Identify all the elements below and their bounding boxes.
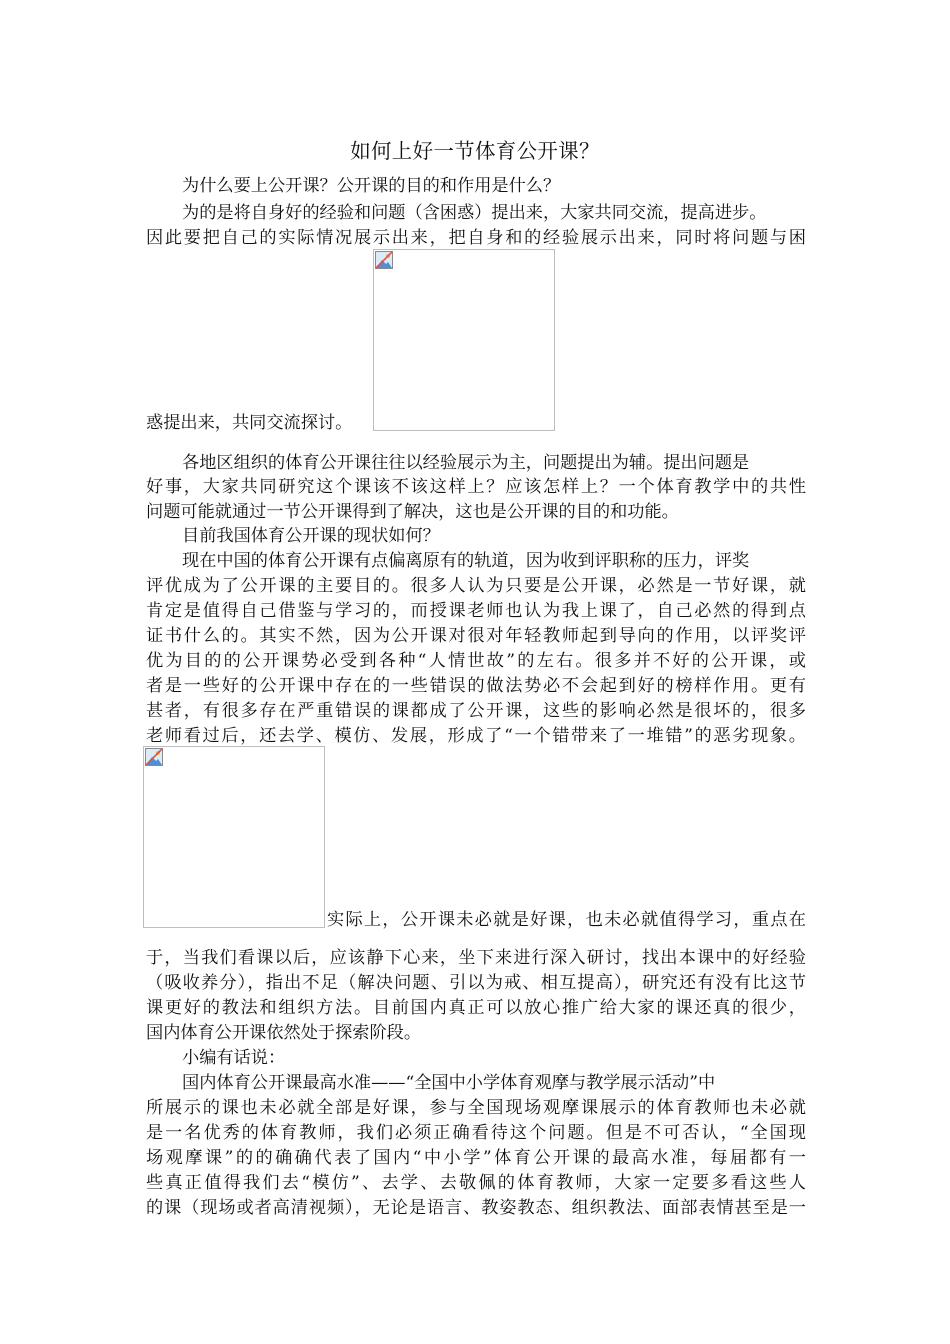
paragraph-line: 实际上，公开课未必就是好课，也未必就值得学习，重点在 (327, 910, 806, 930)
paragraph-line: 为的是将自身好的经验和问题（含困惑）提出来，大家共同交流，提高进步。 (182, 203, 767, 223)
paragraph-line: 现在中国的体育公开课有点偏离原有的轨道，因为收到评职称的压力，评奖 (182, 551, 750, 571)
paragraph-line: 国内体育公开课依然处于探索阶段。 (146, 1023, 422, 1043)
paragraph-line: 优为目的的公开课势必受到各种“人情世故”的左右。很多并不好的公开课，或 (146, 651, 806, 671)
paragraph-line: 老师看过后，还去学、模仿、发展，形成了“一个错带来了一堆错”的恶劣现象。 (146, 726, 806, 746)
embedded-image-placeholder (143, 746, 325, 928)
paragraph-line: 为什么要上公开课？公开课的目的和作用是什么？ (182, 176, 561, 196)
paragraph-line: 甚者，有很多存在严重错误的课都成了公开课，这些的影响必然是很坏的，很多 (146, 701, 806, 721)
embedded-image-placeholder (373, 249, 555, 431)
paragraph-line: 惑提出来，共同交流探讨。 (146, 413, 353, 433)
paragraph-line: 场观摩课”的的确确代表了国内“中小学”体育公开课的最高水准，每届都有一 (146, 1148, 806, 1168)
paragraph-line: 些真正值得我们去“模仿”、去学、去敬佩的体育教师，大家一定要多看这些人 (146, 1173, 806, 1193)
paragraph-line: 的课（现场或者高清视频），无论是语言、教姿教态、组织教法、面部表情甚至是一 (146, 1198, 806, 1218)
paragraph-line: 于，当我们看课以后，应该静下心来，坐下来进行深入研讨，找出本课中的好经验 (146, 948, 806, 968)
paragraph-line: 肯定是值得自己借鉴与学习的，而授课老师也认为我上课了，自己必然的得到点 (146, 601, 806, 621)
paragraph-line: 问题可能就通过一节公开课得到了解决，这也是公开课的目的和功能。 (146, 502, 679, 522)
paragraph-line: 各地区组织的体育公开课往往以经验展示为主，问题提出为辅。提出问题是 (182, 453, 750, 473)
paragraph-line: 者是一些好的公开课中存在的一些错误的做法势必不会起到好的榜样作用。更有 (146, 676, 806, 696)
broken-image-icon (375, 251, 393, 269)
paragraph-line: 是一名优秀的体育教师，我们必须正确看待这个问题。但是不可否认，“全国现 (146, 1123, 806, 1143)
page-title: 如何上好一节体育公开课？ (350, 139, 600, 163)
paragraph-line: 因此要把自己的实际情况展示出来，把自身和的经验展示出来，同时将问题与困 (146, 228, 806, 248)
paragraph-line: （吸收养分），指出不足（解决问题、引以为戒、相互提高），研究还有没有比这节 (146, 973, 806, 993)
paragraph-line: 国内体育公开课最高水准——“全国中小学体育观摩与教学展示活动”中 (182, 1073, 716, 1093)
paragraph-line: 好事，大家共同研究这个课该不该这样上？应该怎样上？一个体育教学中的共性 (146, 477, 806, 497)
paragraph-line: 评优成为了公开课的主要目的。很多人认为只要是公开课，必然是一节好课，就 (146, 576, 806, 596)
paragraph-line: 课更好的教法和组织方法。目前国内真正可以放心推广给大家的课还真的很少， (146, 998, 806, 1018)
paragraph-line: 小编有话说： (182, 1048, 286, 1068)
paragraph-line: 目前我国体育公开课的现状如何？ (182, 526, 440, 546)
broken-image-icon (145, 748, 163, 766)
paragraph-line: 证书什么的。其实不然，因为公开课对很对年轻教师起到导向的作用，以评奖评 (146, 626, 806, 646)
paragraph-line: 所展示的课也未必就全部是好课，参与全国现场观摩课展示的体育教师也未必就 (146, 1098, 806, 1118)
